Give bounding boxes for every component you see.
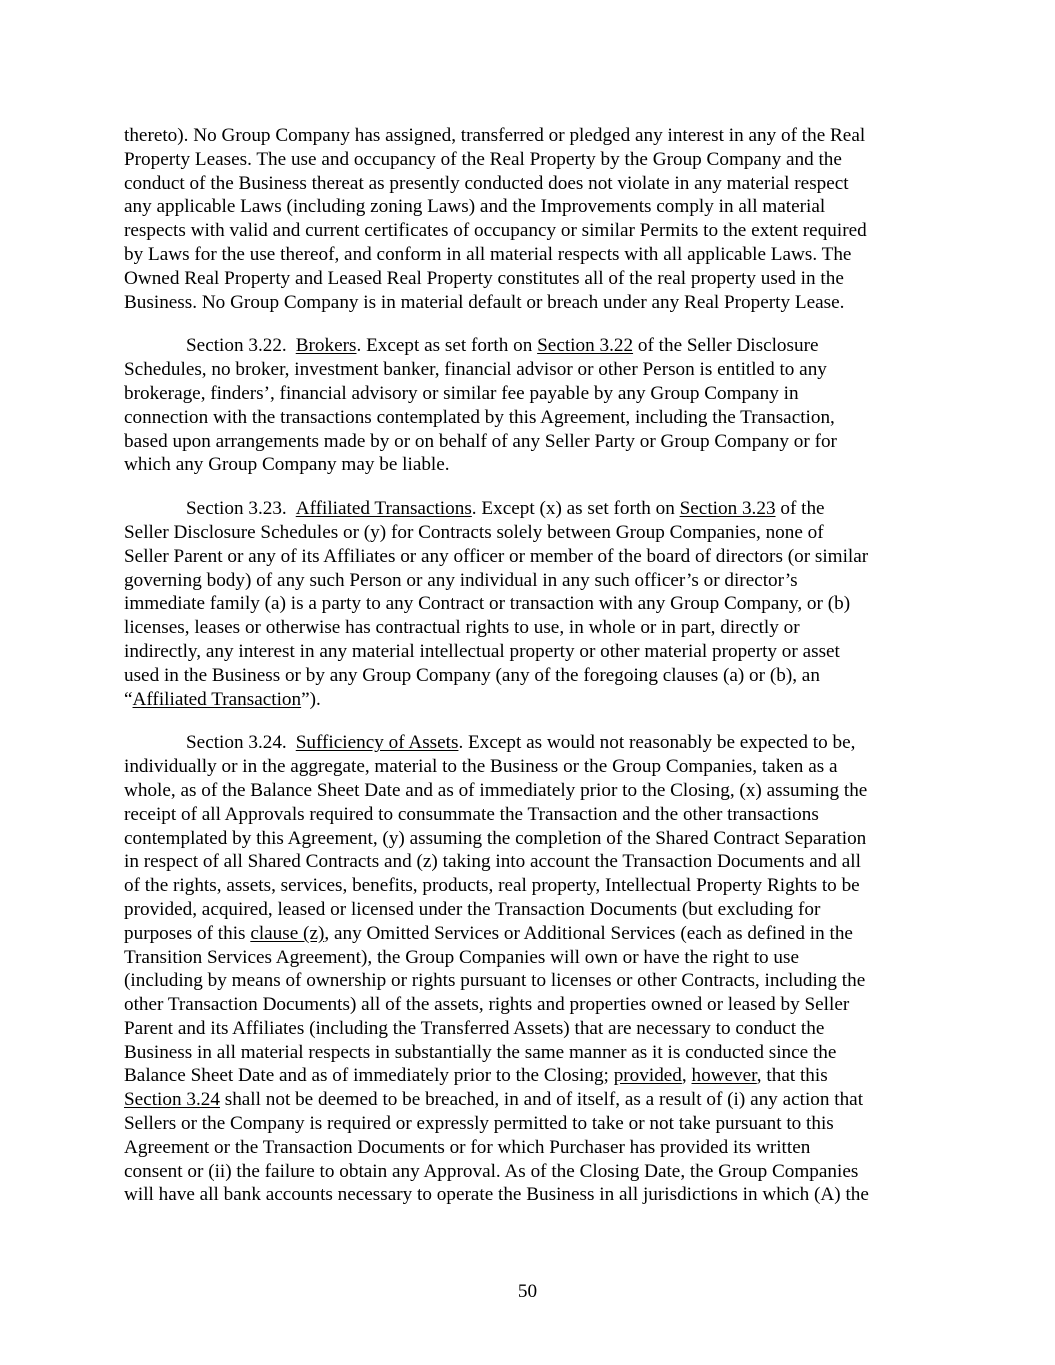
text-line: conduct of the Business thereat as presently conducted does not violate in any material respect — [124, 172, 849, 194]
cross-reference: Section 3.24 — [124, 1089, 220, 1111]
text-line: Seller Parent or any of its Affiliates or any officer or member of the board of directors (or similar — [124, 545, 869, 567]
text-line: individually or in the aggregate, material to the Business or the Group Companies, taken as a — [124, 756, 838, 778]
text-line: governing body) of any such Person or any individual in any such officer’s or director’s — [124, 569, 798, 591]
section-first-line: Section 3.23. Affiliated Transactions. Except (x) as set forth on Section 3.23 of the — [186, 498, 825, 520]
text-line: respects with valid and current certificates of occupancy or similar Permits to the extent required — [124, 220, 867, 242]
text-line: which any Group Company may be liable. — [124, 454, 450, 476]
text-line: receipt of all Approvals required to consummate the Transaction and the other transactions — [124, 803, 819, 825]
emphasis-term: however — [691, 1065, 757, 1087]
cross-reference: Section 3.22 — [537, 335, 634, 357]
text-line: (including by means of ownership or rights pursuant to licenses or other Contracts, including the — [124, 970, 866, 992]
text-line: “Affiliated Transaction”). — [124, 688, 321, 710]
text-line: contemplated by this Agreement, (y) assuming the completion of the Shared Contract Separation — [124, 827, 867, 849]
text-line: whole, as of the Balance Sheet Date and as of immediately prior to the Closing, (x) assuming the — [124, 779, 868, 801]
text-line: indirectly, any interest in any material intellectual property or other material property or asset — [124, 640, 840, 662]
text-line: Business in all material respects in substantially the same manner as it is conducted since the — [124, 1041, 837, 1063]
text-line: Section 3.24 shall not be deemed to be breached, in and of itself, as a result of (i) any action that — [124, 1089, 864, 1111]
text-line: licenses, leases or otherwise has contractual rights to use, in whole or in part, directly or — [124, 617, 800, 639]
text-line: connection with the transactions contemplated by this Agreement, including the Transaction, — [124, 406, 835, 428]
document-page — [124, 124, 936, 1207]
paragraph-continuation — [124, 124, 936, 314]
section-3-22 — [124, 334, 936, 477]
text-line: based upon arrangements made by or on behalf of any Seller Party or Group Company or for — [124, 430, 837, 452]
text-line: by Laws for the use thereof, and conform in all material respects with all applicable Laws. The — [124, 243, 852, 265]
text-line: brokerage, finders’, financial advisory or similar fee payable by any Group Company in — [124, 382, 799, 404]
section-first-line: Section 3.24. Sufficiency of Assets. Except as would not reasonably be expected to be, — [186, 732, 856, 754]
text-line: Parent and its Affiliates (including the Transferred Assets) that are necessary to conduct the — [124, 1017, 825, 1039]
text-line: Owned Real Property and Leased Real Property constitutes all of the real property used in the — [124, 267, 844, 289]
text-line: provided, acquired, leased or licensed under the Transaction Documents (but excluding for — [124, 898, 821, 920]
text-line: Property Leases. The use and occupancy of the Real Property by the Group Company and the — [124, 148, 842, 170]
emphasis-term: provided — [613, 1065, 682, 1087]
section-number: Section 3.22. — [186, 335, 287, 357]
section-number: Section 3.23. — [186, 498, 287, 520]
section-first-line: Section 3.22. Brokers. Except as set forth on Section 3.22 of the Seller Disclosure — [186, 335, 819, 357]
defined-term: Affiliated Transaction — [132, 688, 302, 710]
page-number: 50 — [517, 1281, 538, 1302]
cross-reference: Section 3.23 — [679, 498, 776, 520]
text-line: immediate family (a) is a party to any Contract or transaction with any Group Company, or (b) — [124, 593, 851, 615]
text-line: Seller Disclosure Schedules or (y) for Contracts solely between Group Companies, none of — [124, 521, 824, 543]
text-line: Agreement or the Transaction Documents or for which Purchaser has provided its written — [124, 1136, 811, 1158]
text-line: Sellers or the Company is required or expressly permitted to take or not take pursuant to this — [124, 1113, 834, 1135]
text-line: Business. No Group Company is in material default or breach under any Real Property Lease. — [124, 291, 845, 313]
text-line: Transition Services Agreement), the Group Companies will own or have the right to use — [124, 946, 799, 968]
section-heading: Affiliated Transactions — [295, 498, 472, 520]
text-line: Balance Sheet Date and as of immediately prior to the Closing; provided, however, that this — [124, 1065, 828, 1087]
text-line: any applicable Laws (including zoning Laws) and the Improvements comply in all material — [124, 196, 826, 218]
text-line: will have all bank accounts necessary to operate the Business in all jurisdictions in which (A) the — [124, 1184, 869, 1206]
text-line: in respect of all Shared Contracts and (z) taking into account the Transaction Documents and all — [124, 851, 861, 873]
text-line: consent or (ii) the failure to obtain any Approval. As of the Closing Date, the Group Companies — [124, 1160, 859, 1182]
section-3-24 — [124, 731, 936, 1207]
text-line: thereto). No Group Company has assigned, transferred or pledged any interest in any of the Real — [124, 125, 866, 146]
text-line: Schedules, no broker, investment banker, financial advisor or other Person is entitled to any — [124, 359, 827, 381]
text-line: of the rights, assets, services, benefits, products, real property, Intellectual Property Rights to be — [124, 875, 860, 897]
text-line: purposes of this clause (z), any Omitted Services or Additional Services (each as defined in the — [124, 922, 853, 944]
text-line: other Transaction Documents) all of the assets, rights and properties owned or leased by Seller — [124, 994, 850, 1016]
text-line: used in the Business or by any Group Company (any of the foregoing clauses (a) or (b), an — [124, 664, 820, 686]
section-3-23 — [124, 497, 936, 711]
section-heading: Brokers — [295, 335, 357, 357]
section-number: Section 3.24. — [186, 732, 287, 754]
section-heading: Sufficiency of Assets — [295, 732, 459, 754]
cross-reference: clause (z) — [250, 922, 325, 944]
